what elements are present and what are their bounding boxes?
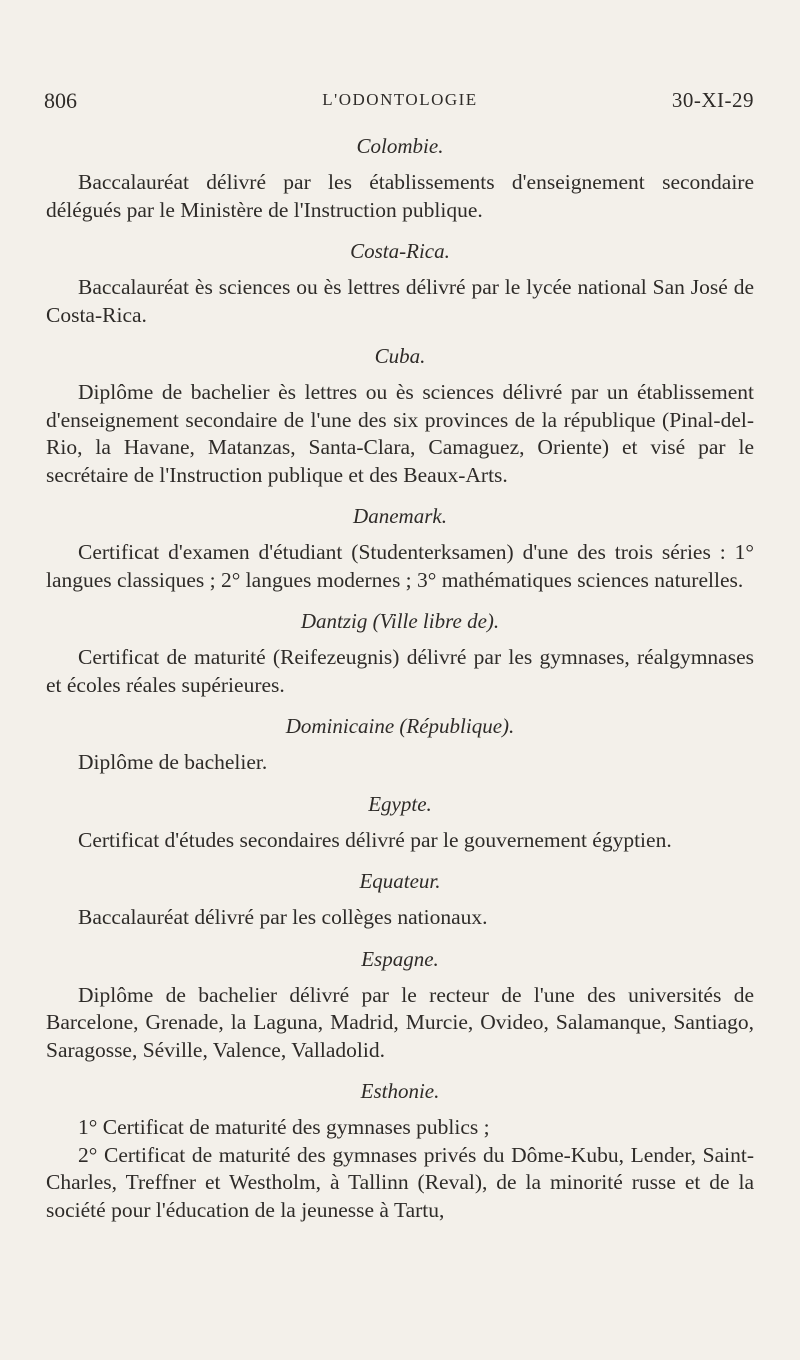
country-heading: Cuba.	[374, 344, 426, 368]
paragraph: Certificat d'études secondaires délivré par le gouvernement égyptien.	[78, 827, 672, 852]
paragraph: Diplôme de bachelier.	[78, 750, 268, 774]
paragraph: 1° Certificat de maturité des gymnases publics ;	[78, 1115, 490, 1139]
country-heading: Esthonie.	[360, 1079, 440, 1103]
country-heading: Espagne.	[361, 946, 439, 971]
page-content	[46, 132, 754, 1224]
paragraph: 2° Certificat de maturité des gymnases privés du Dôme-Kubu, Lender, Saint-Charles, Treffner et Westholm, à Tallinn (Reval), de la minorité russe et de la société pour l'éducation de la jeunesse à Tartu,	[46, 1142, 754, 1222]
country-heading: Dantzig (Ville libre de).	[300, 609, 500, 633]
paragraph: Diplôme de bachelier ès lettres ou ès sciences délivré par un établissement d'enseignement secondaire de l'une des six provinces de la république (Pinal-del-Rio, la Havane, Matanzas, Santa-Clara, Camaguez, Oriente) et visé par le secrétaire de l'Instruction publique et des Beaux-Arts.	[46, 380, 754, 487]
paragraph: Certificat d'examen d'étudiant (Studenterksamen) d'une des trois séries : 1° langues classiques ; 2° langues modernes ; 3° mathématiques sciences naturelles.	[46, 540, 754, 592]
page-header	[44, 88, 756, 118]
paragraph: Diplôme de bachelier délivré par le recteur de l'une des universités de Barcelone, Grenade, la Laguna, Madrid, Murcie, Ovideo, Salamanque, Santiago, Saragosse, Séville, Valence, Valladolid.	[46, 982, 754, 1062]
country-heading: Costa-Rica.	[350, 239, 450, 263]
country-heading: Equateur.	[359, 869, 441, 893]
paragraph: Certificat de maturité (Reifezeugnis) délivré par les gymnases, réalgymnases et écoles réales supérieures.	[46, 645, 754, 697]
page-number: 806	[44, 88, 77, 113]
paragraph: Baccalauréat ès sciences ou ès lettres délivré par le lycée national San José de Costa-Rica.	[46, 275, 754, 327]
country-heading: Egypte.	[368, 791, 432, 816]
country-heading: Danemark.	[353, 504, 447, 528]
paragraph: Baccalauréat délivré par les établissements d'enseignement secondaire délégués par le Ministère de l'Instruction publique.	[46, 170, 754, 222]
country-heading: Dominicaine (République).	[285, 714, 515, 738]
country-heading: Colombie.	[356, 134, 444, 158]
running-title: L'ODONTOLOGIE	[322, 90, 478, 109]
paragraph: Baccalauréat délivré par les collèges nationaux.	[78, 905, 488, 929]
issue-date: 30-XI-29	[671, 88, 754, 112]
